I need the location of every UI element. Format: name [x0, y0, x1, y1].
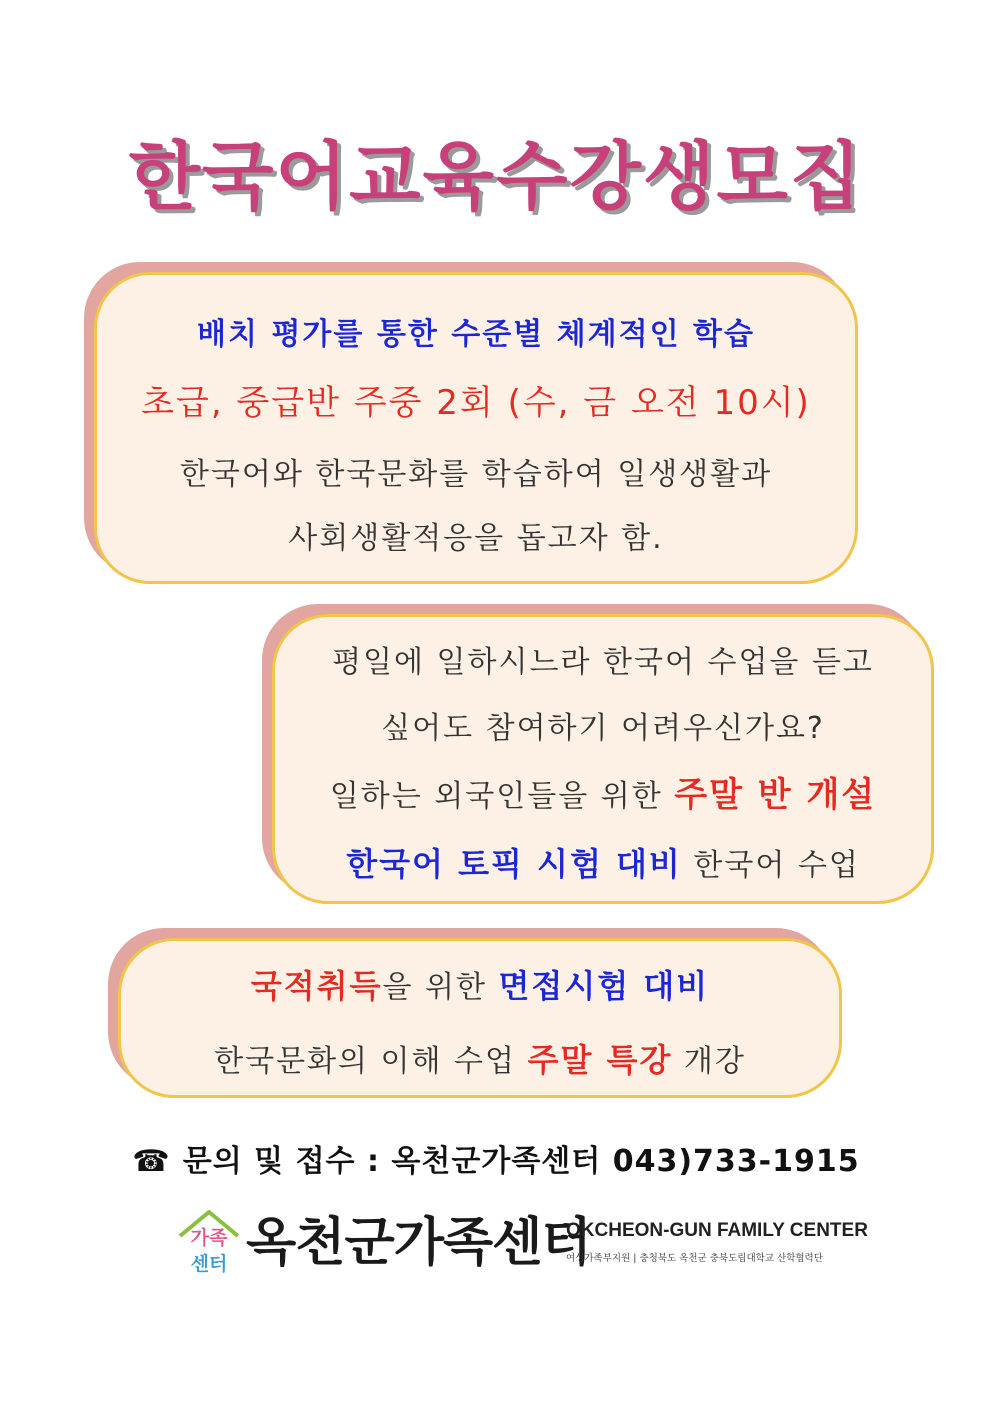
poster-title: 한국어교육수강생모집: [128, 134, 864, 220]
info-box-nationality: [118, 938, 842, 1098]
weekend-class-line: [275, 767, 931, 816]
topik-suffix: 한국어 수업: [681, 848, 860, 883]
purpose-text-1: 한국어와 한국문화를 학습하여 일생생활과: [179, 457, 773, 492]
culture-prefix: 한국문화의 이해 수업: [214, 1044, 528, 1079]
logo-name-english: OKCHEON-GUN FAMILY CENTER: [566, 1220, 868, 1241]
info-box-weekend: [272, 614, 934, 904]
culture-line: [121, 1035, 839, 1081]
logo-name-korean: 옥천군가족센터: [246, 1213, 591, 1273]
interview-highlight: 면접시험 대비: [498, 967, 710, 1005]
logo-icon-text-top: 가족: [190, 1227, 228, 1249]
weekend-class-prefix: 일하는 외국인들을 위한: [329, 779, 675, 814]
purpose-text-2: 사회생활적응을 돕고자 함.: [288, 521, 664, 556]
contact-line: [0, 1136, 992, 1180]
weekend-class-highlight: 주말 반 개설: [674, 775, 877, 815]
weekday-question-2: 싶어도 참여하기 어려우신가요?: [381, 711, 825, 746]
phone-icon: ☎: [132, 1144, 171, 1179]
info-box-placement: [94, 272, 858, 584]
nationality-mid: 을 위한: [382, 970, 499, 1005]
placement-text: 배치 평가를 통한 수준별 체계적인 학습: [197, 317, 755, 352]
logo-subtitle: 여성가족부지원 | 충청북도 옥천군 충북도립대학교 산학협력단: [566, 1253, 823, 1264]
topik-highlight: 한국어 토픽 시험 대비: [346, 845, 682, 883]
culture-suffix: 개강: [672, 1044, 746, 1079]
weekday-question-1: 평일에 일하시느라 한국어 수업을 듣고: [332, 645, 874, 680]
logo-icon-text-bottom: 센터: [190, 1253, 228, 1275]
special-lecture-highlight: 주말 특강: [527, 1041, 673, 1079]
contact-text: 문의 및 접수 : 옥천군가족센터 043)733-1915: [182, 1144, 860, 1179]
nationality-line: [121, 961, 839, 1007]
schedule-text: 초급, 중급반 주중 2회 (수, 금 오전 10시): [141, 383, 811, 423]
nationality-highlight: 국적취득: [250, 967, 383, 1005]
family-center-logo-icon: [176, 1206, 242, 1276]
topik-line: [275, 839, 931, 885]
